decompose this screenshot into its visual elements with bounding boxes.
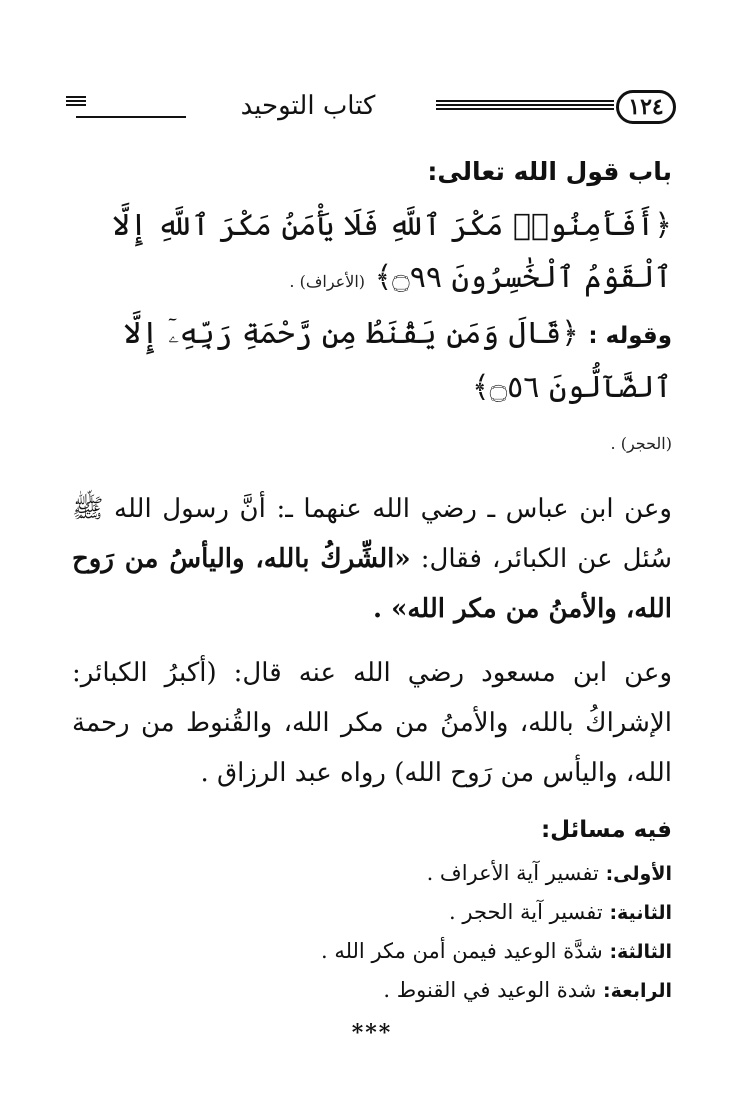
page-body bbox=[72, 150, 672, 1046]
verse-al-hijr-label: وقوله : bbox=[588, 323, 672, 349]
verse-al-araf-ref: (الأعراف) . bbox=[289, 272, 366, 291]
verse-al-hijr bbox=[72, 308, 672, 470]
issue-item bbox=[72, 854, 672, 893]
verse-al-hijr-text: ﴿قَالَ وَمَن يَقْنَطُ مِن رَّحْمَةِ رَبِّهِۦٓ إِلَّا ٱلضَّآلُّونَ ۝٥٦﴾ bbox=[123, 316, 672, 405]
verse-al-hijr-ref: (الحجر) . bbox=[610, 434, 672, 453]
issue-label: الثالثة: bbox=[609, 941, 672, 963]
hadith-ibn-abbas bbox=[72, 484, 672, 634]
hadith-ibn-masud: وعن ابن مسعود رضي الله عنه قال: (أكبرُ الكبائر: الإشراكُ بالله، والأمنُ من مكر الله، والقُنوط من رحمة الله، واليأس من رَوح الله) رواه عبد الرزاق . bbox=[72, 658, 672, 788]
section-separator: *** bbox=[351, 1020, 393, 1046]
issue-text: شدة الوعيد في القنوط . bbox=[383, 978, 597, 1002]
header-underline bbox=[76, 92, 186, 118]
issue-item bbox=[72, 893, 672, 932]
hadith-ibn-abbas-intro: وعن ابن عباس ـ رضي الله عنهما ـ: أنَّ رسول الله ﷺ سُئل عن الكبائر، فقال: bbox=[72, 494, 672, 574]
issue-label: الثانية: bbox=[609, 902, 672, 924]
issue-label: الأولى: bbox=[605, 863, 672, 885]
header-ornament bbox=[66, 96, 86, 108]
page-number-badge: ١٢٤ bbox=[616, 90, 676, 124]
verse-al-araf bbox=[72, 200, 672, 308]
verse-al-araf-text: ﴿أَفَأَمِنُوا۟ مَكْرَ ٱللَّهِ فَلَا يَأْمَنُ مَكْرَ ٱللَّهِ إِلَّا ٱلْقَوْمُ ٱلْخَٰسِرُونَ ۝٩٩﴾ bbox=[112, 208, 672, 295]
book-title: كتاب التوحيد bbox=[240, 91, 376, 121]
chapter-title: باب قول الله تعالى: bbox=[427, 157, 672, 186]
issue-label: الرابعة: bbox=[603, 980, 672, 1002]
header-rule bbox=[436, 100, 614, 110]
issue-text: شدَّة الوعيد فيمن أمن مكر الله . bbox=[320, 939, 603, 963]
issue-text: تفسير آية الأعراف . bbox=[426, 861, 599, 885]
issue-item bbox=[72, 932, 672, 971]
issues-title: فيه مسائل: bbox=[540, 817, 672, 843]
hadith-ibn-abbas-quote: «الشِّركُ بالله، واليأسُ من رَوح الله، والأمنُ من مكر الله» . bbox=[72, 544, 672, 624]
page-header bbox=[64, 88, 676, 128]
issue-text: تفسير آية الحجر . bbox=[449, 900, 603, 924]
issue-item bbox=[72, 971, 672, 1010]
